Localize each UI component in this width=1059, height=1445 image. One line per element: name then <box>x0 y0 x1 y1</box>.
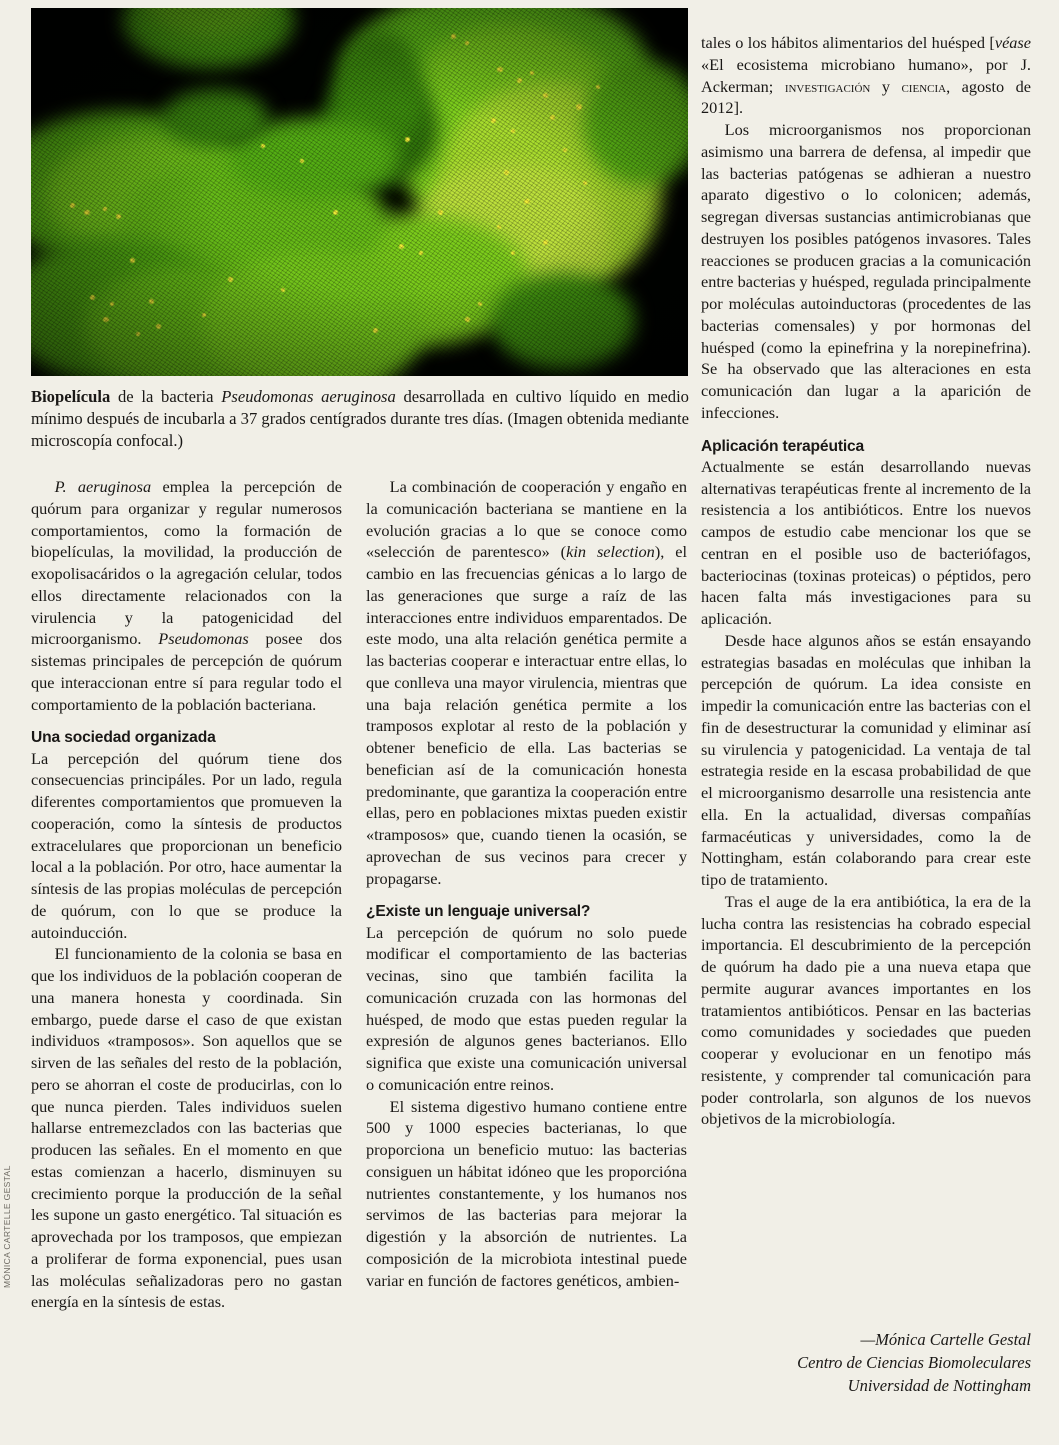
author-signature-block <box>701 1329 1031 1397</box>
section-heading-aplicacion-terapeutica: Aplicación terapéutica <box>701 437 865 455</box>
paragraph-text: «El ecosistema microbiano humano», por J. Ackerman; <box>701 54 1031 96</box>
paragraph: El funcionamiento de la colonia se basa en que los individuos de la población cooperan de una manera honesta y coordinada. Sin embargo, puede darse el caso de que existan individuos «tramposos». Son aquellos que se sirven de las señales del resto de la población, pero se ahorran el coste de producirlas, con lo que nunca pierden. Tales individuos suelen hallarse entremezclados con las bacterias que producen las señales. En el momento en que estas comienzan a hacerlo, disminuyen su crecimiento porque la producción de la señal les supone un gasto energético. Tal situación es aprovechada por los tramposos, que empiezan a proliferar de forma exponencial, pues usan las moléculas señalizadoras pero no gastan energía en la síntesis de estas. <box>31 944 342 1312</box>
paragraph: La percepción de quórum no solo puede modificar el comportamiento de las bacterias vecinas, sino que también facilita la comunicación cruzada con las hormonas del huésped, de modo que estas pueden regular la expresión de algunos genes bacterianos. Ello significa que existe una comunicación universal o comunicación entre reinos. <box>366 922 687 1094</box>
article-column-2 <box>366 476 687 1291</box>
term-kin-selection: kin selection <box>566 542 655 562</box>
article-column-3 <box>701 32 1031 1130</box>
paragraph-text: tales o los hábitos alimentarios del huésped [ <box>701 33 995 52</box>
author-affiliation-2: Universidad de Nottingham <box>847 1375 1031 1395</box>
latin-cue-vease: véase <box>994 33 1031 52</box>
magazine-name-ciencia: ciencia <box>901 76 947 96</box>
caption-text-b: desarrollada en cultivo líquido en medio mínimo después de incubarla a 37 grados centígrados durante tres días. (Imagen obtenida mediante microscopía confocal.) <box>31 387 690 451</box>
paragraph: La percepción del quórum tiene dos consecuencias principáles. Por un lado, regula diferentes comportamientos que promueven la cooperación, como la síntesis de productos extracelulares que proporcionan un beneficio local a la población. Por otro, hace aumentar la síntesis de las propias moléculas de percepción de quórum, con lo que se produce la autoinducción. <box>31 748 342 942</box>
genus-name: Pseudomonas <box>158 629 249 649</box>
author-name: —Mónica Cartelle Gestal <box>860 1330 1031 1349</box>
photo-credit-vertical: MÓNICA CARTELLE GESTAL <box>2 1165 12 1288</box>
paragraph <box>701 32 1031 119</box>
paragraph-text: posee dos sistemas principales de percepción de quórum que interaccionan entre sí para regular todo el comportamiento de la población bacteriana. <box>31 629 342 714</box>
figure-biofilm-micrograph <box>31 8 688 376</box>
article-column-1 <box>31 476 342 1313</box>
paragraph-text: La combinación de cooperación y engaño en la comunicación bacteriana se mantiene en la evolución gracias a lo que se conoce como «selección de parentesco» ( <box>366 477 687 562</box>
paragraph: El sistema digestivo humano contiene entre 500 y 1000 especies bacterianas, lo que proporciona un beneficio mutuo: las bacterias consiguen un hábitat idóneo que les proporcióna nutrientes constantemente, y los humanos nos servimos de las bacterias para mejorar la digestión y la absorción de nutrientes. La composición de la microbiota intestinal puede variar en función de factores genéticos, ambien- <box>366 1096 687 1290</box>
section-heading-existe-un-lenguaje-universal: ¿Existe un lenguaje universal? <box>366 903 591 921</box>
paragraph-text: y <box>870 76 902 96</box>
caption-species-name: Pseudomonas aeruginosa <box>221 387 396 406</box>
paragraph <box>31 476 342 715</box>
paragraph-text: emplea la percepción de quórum para organizar y regular numerosos comportamientos, como la formación de biopelículas, la movilidad, la producción de exopolisacáridos o la agregación celular, todos ellos directamente relacionados con la virulencia y la patogenicidad del microorganismo. <box>31 477 342 649</box>
confocal-micrograph-image <box>31 8 688 376</box>
paragraph: Los microorganismos nos proporcionan asimismo una barrera de defensa, al impedir que las bacterias patógenas se adhieran a nuestro aparato digestivo o lo colonicen; además, segregan diversas sustancias antimicrobianas que destruyen los posibles patógenos invasores. Tales reacciones se producen gracias a la comunicación entre bacterias y huésped, regulada principalmente por moléculas autoinductoras (procedentes de las bacterias comensales) y por hormonas del huésped (como la epinefrina y la norepinefrina). Se ha observado que las alteraciones en esta comunicación dan lugar a la aparición de infecciones. <box>701 120 1031 422</box>
paragraph: Tras el auge de la era antibiótica, la era de la lucha contra las resistencias ha cobrado especial importancia. El descubrimiento de la percepción de quórum ha dado pie a una nueva etapa que permite augurar avances importantes en los tratamientos antibióticos. Pensar en las bacterias como comunidades y sociedades que pueden cooperar y evolucionar en un fenotipo más resistente, y comprender tal comunicación para poder controlarla, son algunos de los nuevos objetivos de la microbiología. <box>701 891 1031 1129</box>
author-affiliation-1: Centro de Ciencias Biomoleculares <box>797 1352 1031 1372</box>
photo-vignette-overlay <box>31 8 688 376</box>
section-heading-una-sociedad-organizada: Una sociedad organizada <box>31 729 216 747</box>
paragraph <box>366 476 687 889</box>
caption-lead: Biopelícula <box>31 387 111 406</box>
paragraph-text: , agosto de 2012]. <box>701 76 1031 118</box>
species-abbrev: P. aeruginosa <box>54 477 152 496</box>
figure-caption <box>31 386 689 452</box>
paragraph-text: ), el cambio en las frecuencias génicas a lo largo de las generaciones que surge a raíz de las interacciones entre individuos emparentados. De este modo, una alta relación genética permite a las bacterias cooperar e interactuar entre ellas, lo que conlleva una mayor virulencia, mientras que una baja relación genética permite a los tramposos explotar al resto de la población y obtener beneficio de ella. Las bacterias se benefician así de la comunicación honesta predominante, que garantiza la cooperación entre ellas, pero en poblaciones mixtas pueden existir «tramposos» que, cuando tienen la ocasión, se aprovechan de sus vecinos para crecer y propagarse. <box>366 542 688 888</box>
caption-text-a: de la bacteria <box>110 387 222 406</box>
paragraph: Actualmente se están desarrollando nuevas alternativas terapéuticas frente al incremento de la resistencia a los antibióticos. Entre los nuevos campos de estudio cabe mencionar los que se centran en el posible uso de bacteriófagos, bacteriocinas (toxinas proteicas) o péptidos, pero hacen falta más investigaciones para su aplicación. <box>701 456 1031 629</box>
paragraph: Desde hace algunos años se están ensayando estrategias basadas en moléculas que inhiban la percepción de quórum. La idea consiste en impedir la comunicación entre las bacterias con el fin de desestructurar la comunidad y eliminar así su virulencia y patogenicidad. La ventaja de tal estrategia reside en la escasa probabilidad de que el microorganismo desarrolle una resistencia ante ella. En la actualidad, diversas compañías farmacéuticas y universidades, como la de Nottingham, están colaborando para crear este tipo de tratamiento. <box>701 630 1031 890</box>
magazine-name-investigacion: investigación <box>784 76 871 96</box>
